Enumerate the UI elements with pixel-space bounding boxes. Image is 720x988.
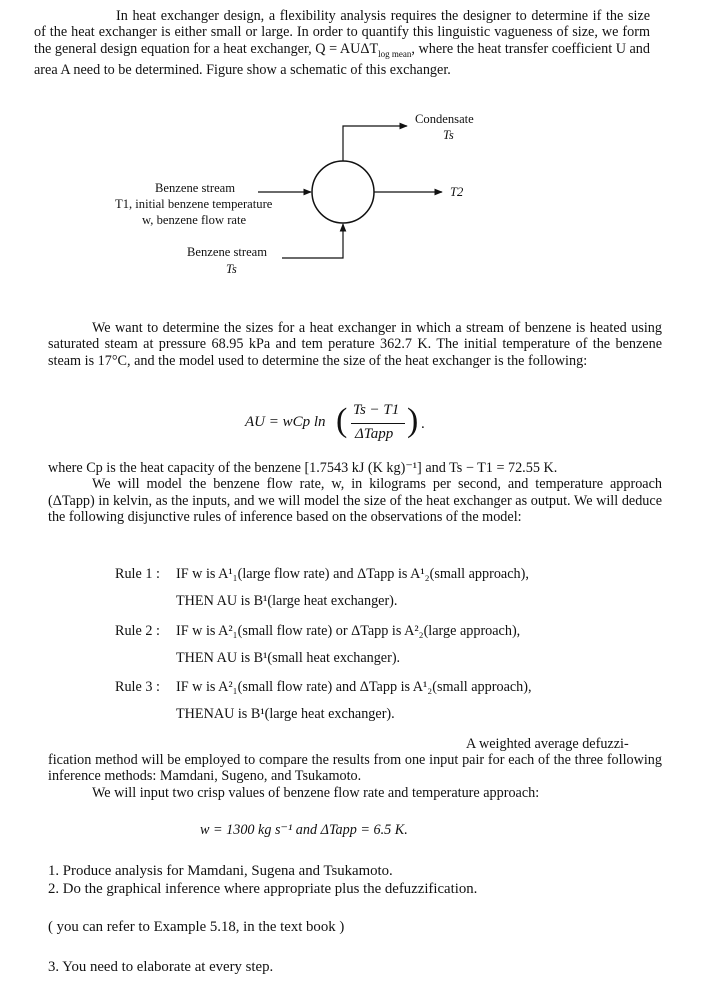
intro-text: In heat exchanger design, a flexibility analysis requires the designer to determine if the size of the heat exchanger is either small or large. In order to quantify this linguistic vagueness of size, we form the general design equation for a heat exchanger, Q = AUΔT	[34, 8, 650, 57]
inlet-label: Benzene stream	[155, 181, 236, 195]
rule-2-label: Rule 2 :	[115, 623, 160, 639]
task-3: 3. You need to elaborate at every step.	[48, 959, 274, 975]
task-1: 1. Produce analysis for Mamdani, Sugena and Tsukamoto.	[48, 863, 393, 879]
defuzz-line1: A weighted average defuzzi-	[466, 736, 629, 752]
intro-paragraph	[34, 8, 650, 78]
rule-3-then: THENAU is B¹(large heat exchanger).	[176, 706, 395, 722]
rule-3-if: IF w is A²₁(small flow rate) and ΔTapp is A¹₂(small approach),	[176, 679, 532, 695]
intro-sub: log mean	[378, 48, 412, 59]
problem-paragraph	[48, 320, 662, 369]
condensate-label: Condensate	[415, 112, 474, 126]
intro-tail: , where the heat transfer coefficient U and area A need to be determined. Figure show a schematic of this exchanger.	[34, 40, 650, 78]
equation-numerator: Ts − T1	[353, 402, 400, 418]
rule-1-label: Rule 1 :	[115, 566, 160, 582]
where-paragraph	[48, 460, 662, 525]
defuzz-paragraph	[48, 752, 662, 801]
where-line1: where Cp is the heat capacity of the benzene [1.7543 kJ (K kg)⁻¹] and Ts − T1 = 72.55 K.	[48, 460, 558, 476]
equation-lhs: AU = wCp ln	[245, 414, 326, 430]
defuzz-line3: We will input two crisp values of benzene flow rate and temperature approach:	[92, 784, 540, 801]
rule-3-label: Rule 3 :	[115, 679, 160, 695]
crisp-inputs: w = 1300 kg s⁻¹ and ΔTapp = 6.5 K.	[200, 822, 408, 838]
steam-temp: Ts	[226, 262, 237, 276]
defuzz-line2: fication method will be employed to compare the results from one input pair for each of the three following inference methods: Mamdani, Sugeno, and Tsukamoto.	[48, 752, 662, 785]
rule-2-if: IF w is A²₁(small flow rate) or ΔTapp is A²₂(large approach),	[176, 623, 521, 639]
inlet-flow-label: w, benzene flow rate	[142, 213, 247, 227]
problem-text: We want to determine the sizes for a heat exchanger in which a stream of benzene is heated using saturated steam at pressure 68.95 kPa and tem perature 362.7 K. The initial temperature of the benzene steam is 17°C, and the model used to determine the size of the heat exchanger is the following:	[48, 320, 662, 369]
inlet-temp-label: T1, initial benzene temperature	[115, 197, 273, 211]
rule-1-then: THEN AU is B¹(large heat exchanger).	[176, 593, 398, 609]
condensate-line	[343, 126, 407, 161]
fraction-bar	[351, 423, 405, 424]
paren-right: )	[407, 402, 419, 439]
where-line2: We will model the benzene flow rate, w, in kilograms per second, and temperature approach (ΔTapp) in kelvin, as the inputs, and we will model the size of the heat exchanger as output. We will deduce the following disjunctive rules of inference based on the observations of the model:	[48, 476, 662, 525]
reference-note: ( you can refer to Example 5.18, in the text book )	[48, 919, 345, 935]
rule-1-if: IF w is A¹₁(large flow rate) and ΔTapp is A¹₂(small approach),	[176, 566, 529, 582]
steam-label: Benzene stream	[187, 245, 268, 259]
equation-denominator: ΔTapp	[355, 426, 394, 442]
exchanger-circle	[312, 161, 374, 223]
task-2: 2. Do the graphical inference where appropriate plus the defuzzification.	[48, 881, 478, 897]
steam-line	[282, 224, 343, 258]
equation-period: .	[421, 416, 425, 432]
paren-left: (	[336, 402, 348, 439]
outlet-temp: T2	[450, 185, 464, 199]
condensate-temp: Ts	[443, 128, 454, 142]
rule-2-then: THEN AU is B¹(small heat exchanger).	[176, 650, 401, 666]
